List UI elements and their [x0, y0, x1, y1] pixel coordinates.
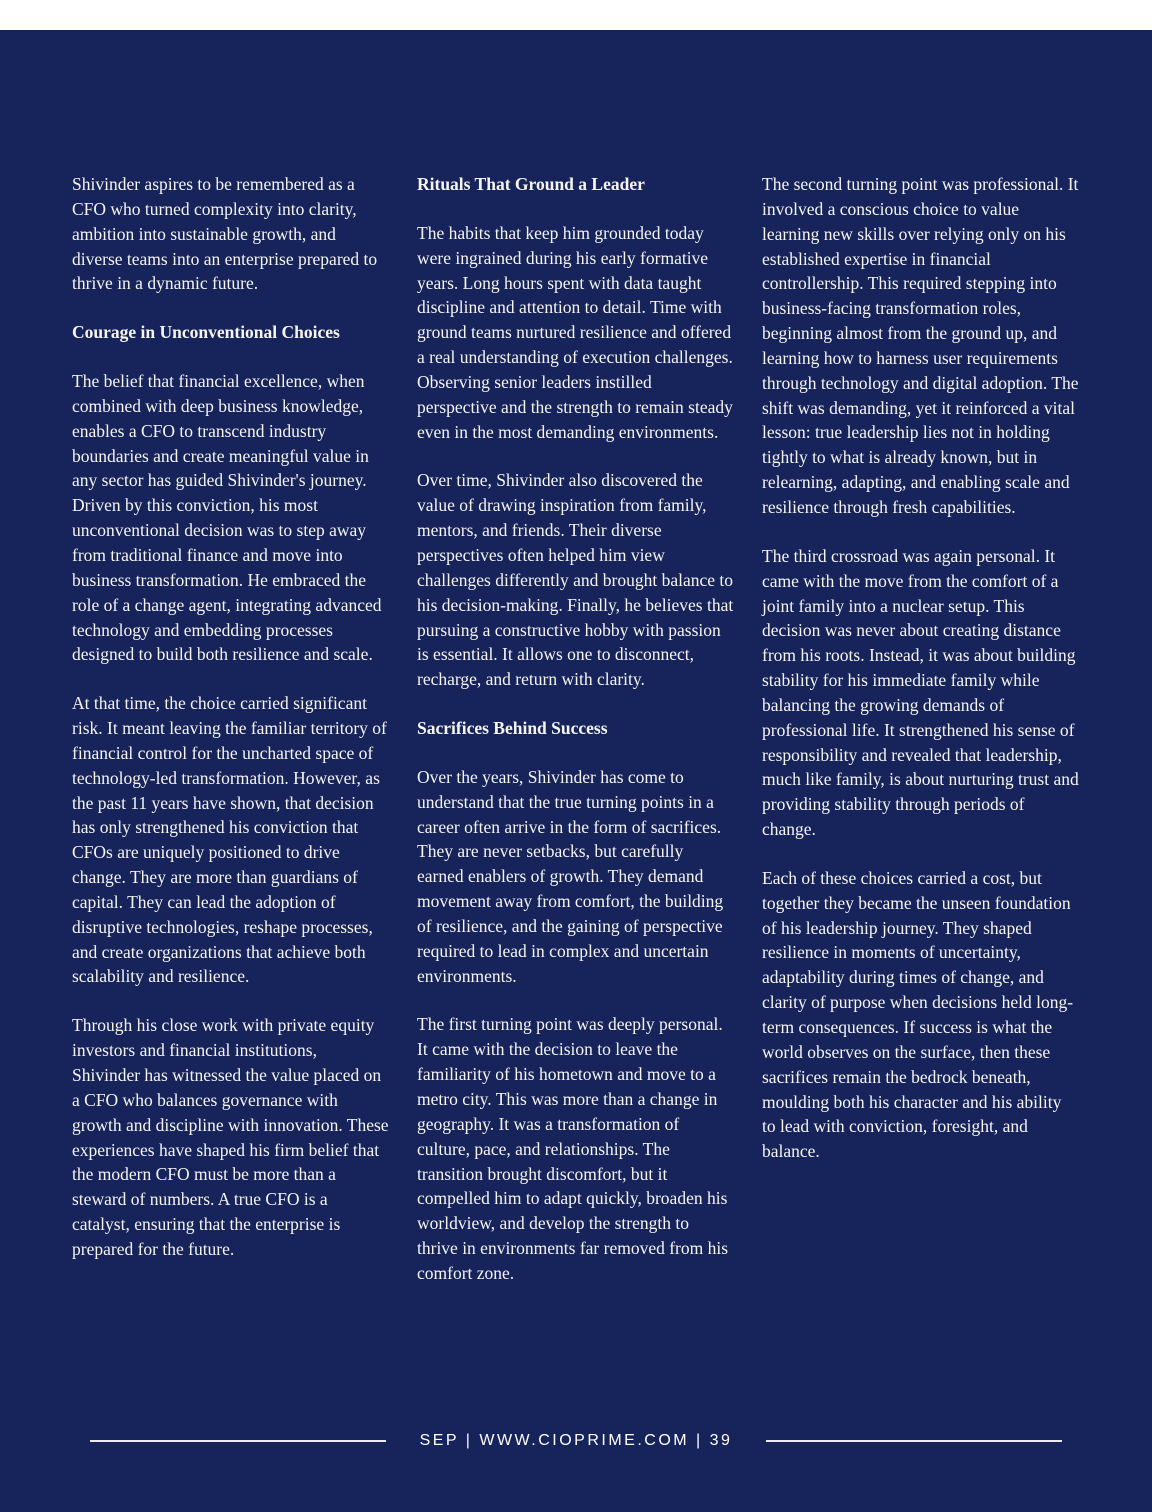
paragraph-third-crossroad: The third crossroad was again personal. It came with the move from the comfort of a joint family into a nuclear setup. This decision was never about creating distance from his roots. Instead, it was about building stability for his immediate family while balancing the growing demands of professional life. It strengthened his sense of responsibility and revealed that leadership, much like family, is about nurturing trust and providing stability through periods of change.	[762, 545, 1079, 840]
page-top-margin	[0, 0, 1152, 30]
footer-rule-left	[90, 1440, 386, 1442]
footer-rule-right	[766, 1440, 1062, 1442]
paragraph-intro: Shivinder aspires to be remembered as a CFO who turned complexity into clarity, ambition into sustainable growth, and diverse teams into an enterprise prepared to thrive in a dynamic future.	[72, 174, 378, 294]
paragraph-over-time: Over time, Shivinder also discovered the value of drawing inspiration from family, mentors, and friends. Their diverse perspectives often helped him view challenges differently and brought balance to his decision-making. Finally, he believes that pursuing a constructive hobby with passion is essential. It allows one to disconnect, recharge, and return with clarity.	[417, 470, 734, 690]
paragraph-belief: The belief that financial excellence, when combined with deep business knowledge, enables a CFO to transcend industry boundaries and create meaningful value in any sector has guided Shivinder's journey. Driven by this conviction, his most unconventional decision was to step away from traditional finance and move into business transformation. He embraced the role of a change agent, integrating advanced technology and embedding processes designed to build both resilience and scale.	[72, 371, 382, 665]
section-heading-rituals: Rituals That Ground a Leader	[417, 174, 645, 194]
paragraph-at-that-time: At that time, the choice carried significant risk. It meant leaving the familiar territory of financial control for the uncharted space of technology-led transformation. However, as the past 11 years have shown, that decision has only strengthened his conviction that CFOs are uniquely positioned to drive change. They are more than guardians of capital. They can lead the adoption of disruptive technologies, reshape processes, and create organizations that achieve both scalability and resilience.	[72, 693, 387, 987]
column-2	[417, 172, 734, 1310]
paragraph-first-turning: The first turning point was deeply personal. It came with the decision to leave the familiarity of his hometown and move to a metro city. This was more than a change in geography. It was a transformation of culture, pace, and relationships. The transition brought discomfort, but it compelled him to adapt quickly, broaden his worldview, and develop the strength to thrive in environments far removed from his comfort zone.	[417, 1014, 729, 1283]
paragraph-second-turning: The second turning point was professional. It involved a conscious choice to value learning new skills over relying only on his established expertise in financial controllership. This required stepping into business-facing transformation roles, beginning almost from the ground up, and learning how to harness user requirements through technology and digital adoption. The shift was demanding, yet it reinforced a vital lesson: true leadership lies not in holding tightly to what is already known, but in relearning, adapting, and enabling scale and resilience through fresh capabilities.	[762, 174, 1079, 517]
page-footer	[0, 1432, 1152, 1450]
section-heading-courage: Courage in Unconventional Choices	[72, 322, 340, 343]
footer-text: SEP | WWW.CIOPRIME.COM | 39	[419, 1432, 733, 1449]
column-1	[72, 172, 389, 1310]
paragraph-each-choices: Each of these choices carried a cost, but together they became the unseen foundation of his leadership journey. They shaped resilience in moments of uncertainty, adaptability during times of change, and clarity of purpose when decisions held long-term consequences. If success is what the world observes on the surface, then these sacrifices remain the bedrock beneath, moulding both his character and his ability to lead with conviction, foresight, and balance.	[762, 867, 1074, 1162]
article-body	[72, 172, 1080, 1310]
paragraph-through-work: Through his close work with private equity investors and financial institutions, Shivinder has witnessed the value placed on a CFO who balances governance with growth and discipline with innovation. These experiences have shaped his firm belief that the modern CFO must be more than a steward of numbers. A true CFO is a catalyst, ensuring that the enterprise is prepared for the future.	[72, 1015, 389, 1259]
paragraph-habits: The habits that keep him grounded today were ingrained during his early formative years. Long hours spent with data taught discipline and attention to detail. Time with ground teams nurtured resilience and offered a real understanding of execution challenges. Observing senior leaders instilled perspective and the strength to remain steady even in the most demanding environments.	[417, 222, 733, 442]
section-heading-sacrifices: Sacrifices Behind Success	[417, 718, 608, 739]
column-3	[762, 172, 1079, 1310]
paragraph-over-years: Over the years, Shivinder has come to understand that the true turning points in a career often arrive in the form of sacrifices. They are never setbacks, but carefully earned enablers of growth. They demand movement away from comfort, the building of resilience, and the gaining of perspective required to lead in complex and uncertain environments.	[417, 766, 724, 986]
